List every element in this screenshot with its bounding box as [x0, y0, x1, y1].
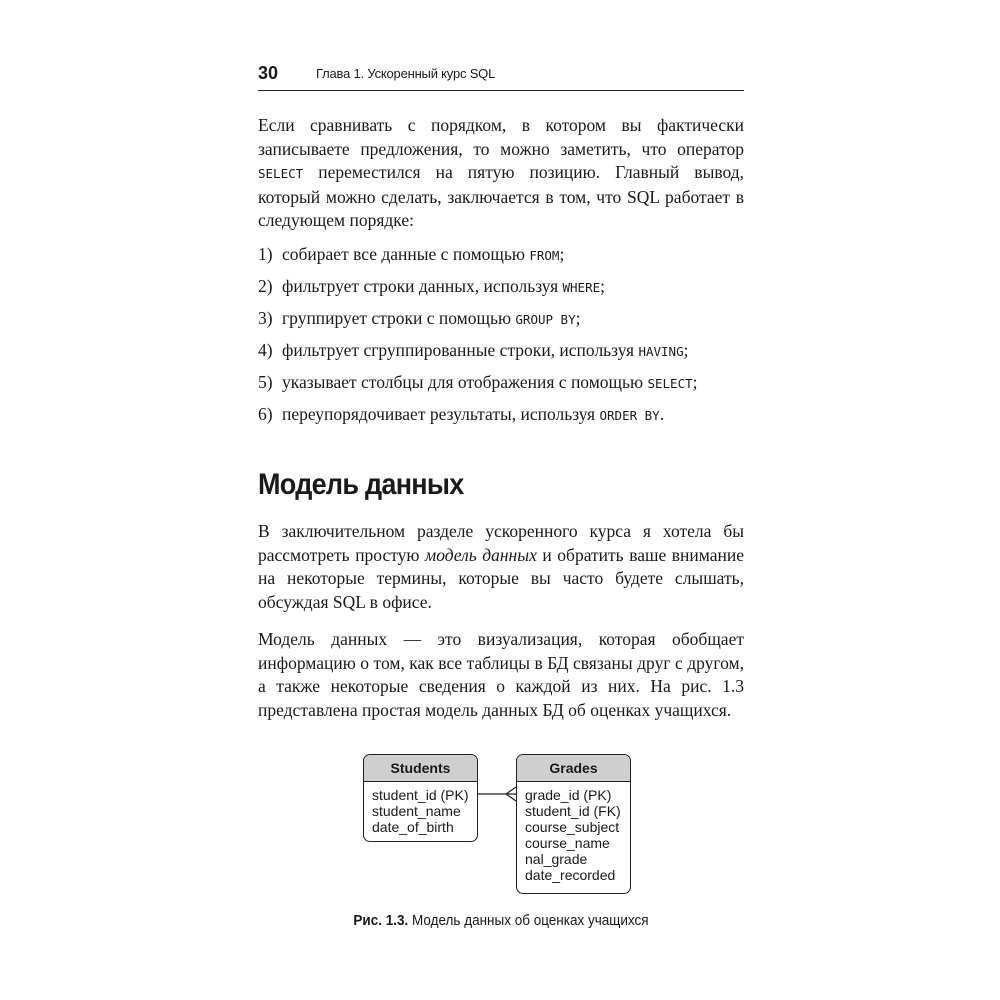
- para2-text-start: В заключительном разделе ускоренного курса я хотела бы рассмотреть простую: [258, 521, 744, 565]
- entity-field: date_recorded: [525, 867, 616, 883]
- list-item-number: 2): [258, 276, 273, 296]
- data-model-definition-paragraph: Модель данных — это визуализация, которая обобщает информацию о том, как все таблицы в БД связаны друг с другом, а также некоторые сведения о каждой из них. На рис. 1.3 представлена простая модель данных БД об оценках учащихся.: [258, 629, 744, 720]
- list-item-punct: ;: [575, 308, 581, 328]
- list-item-text: фильтрует строки данных, используя: [282, 276, 563, 296]
- figure-caption: [282, 912, 719, 929]
- para2-emphasis: модель данных: [425, 544, 537, 565]
- figure-caption-label: Рис. 1.3.: [353, 912, 409, 929]
- para1-text-end: переместился на пятую позицию. Главный вывод, который можно сделать, заключается в том, что SQL работает в следующем порядке:: [258, 162, 744, 230]
- entity-field: student_name: [372, 803, 461, 819]
- list-item-number: 1): [258, 244, 273, 264]
- running-head: Глава 1. Ускоренный курс SQL: [316, 66, 496, 81]
- list-item: [258, 307, 744, 339]
- list-item: [258, 243, 744, 275]
- data-model-intro-paragraph: [258, 520, 744, 614]
- list-item-text: собирает все данные с помощью: [282, 244, 530, 264]
- intro-paragraph: [258, 114, 744, 233]
- code-select: SELECT: [258, 166, 304, 181]
- list-item-punct: ;: [692, 372, 698, 392]
- list-item-text: группирует строки с помощью: [282, 308, 516, 328]
- entity-title: Students: [364, 755, 477, 782]
- list-item-punct: .: [659, 404, 665, 424]
- grades-entity: [516, 754, 631, 894]
- entity-field: nal_grade: [525, 851, 588, 867]
- entity-field-list: [364, 782, 477, 840]
- list-item: [258, 403, 744, 435]
- crows-foot-upper: [506, 787, 516, 794]
- list-item-number: 6): [258, 404, 273, 424]
- students-entity: [363, 754, 478, 842]
- entity-field: student_id (FK): [525, 803, 621, 819]
- list-item-code: ORDER BY: [599, 408, 660, 423]
- list-item-number: 5): [258, 372, 273, 392]
- list-item-text: переупорядочивает результаты, используя: [282, 404, 600, 424]
- entity-title: Grades: [517, 755, 630, 782]
- list-item-punct: ;: [600, 276, 606, 296]
- list-item-code: WHERE: [562, 280, 601, 295]
- list-item-punct: ;: [683, 340, 689, 360]
- list-item-text: указывает столбцы для отображения с помощью: [282, 372, 648, 392]
- figure-caption-text: Модель данных об оценках учащихся: [408, 912, 649, 929]
- page-header: [258, 60, 744, 91]
- entity-field-list: [517, 782, 630, 888]
- list-item: [258, 371, 744, 403]
- entity-field: student_id (PK): [372, 787, 469, 803]
- entity-field: grade_id (PK): [525, 787, 612, 803]
- crows-foot-lower: [506, 794, 516, 801]
- list-item-code: FROM: [529, 248, 560, 263]
- list-item-text: фильтрует сгруппированные строки, используя: [282, 340, 639, 360]
- list-item-number: 4): [258, 340, 273, 360]
- para1-text-start: Если сравнивать с порядком, в котором вы фактически записываете предложения, то можно заметить, что оператор: [258, 115, 744, 159]
- list-item: [258, 339, 744, 371]
- list-item-punct: ;: [559, 244, 565, 264]
- section-heading: Модель данных: [258, 468, 464, 501]
- entity-field: date_of_birth: [372, 819, 454, 835]
- page-number: 30: [258, 63, 279, 83]
- list-item-code: HAVING: [638, 344, 684, 359]
- list-item-code: GROUP BY: [515, 312, 576, 327]
- entity-field: course_subject: [525, 819, 620, 835]
- list-item-number: 3): [258, 308, 273, 328]
- entity-field: course_name: [525, 835, 610, 851]
- para2-text-end: и обратить ваше внимание на некоторые термины, которые вы часто будете слышать, обсуждая SQL в офисе.: [258, 544, 745, 612]
- er-diagram-figure: [258, 750, 744, 940]
- list-item-code: SELECT: [647, 376, 693, 391]
- execution-order-list: [258, 243, 744, 435]
- list-item: [258, 275, 744, 307]
